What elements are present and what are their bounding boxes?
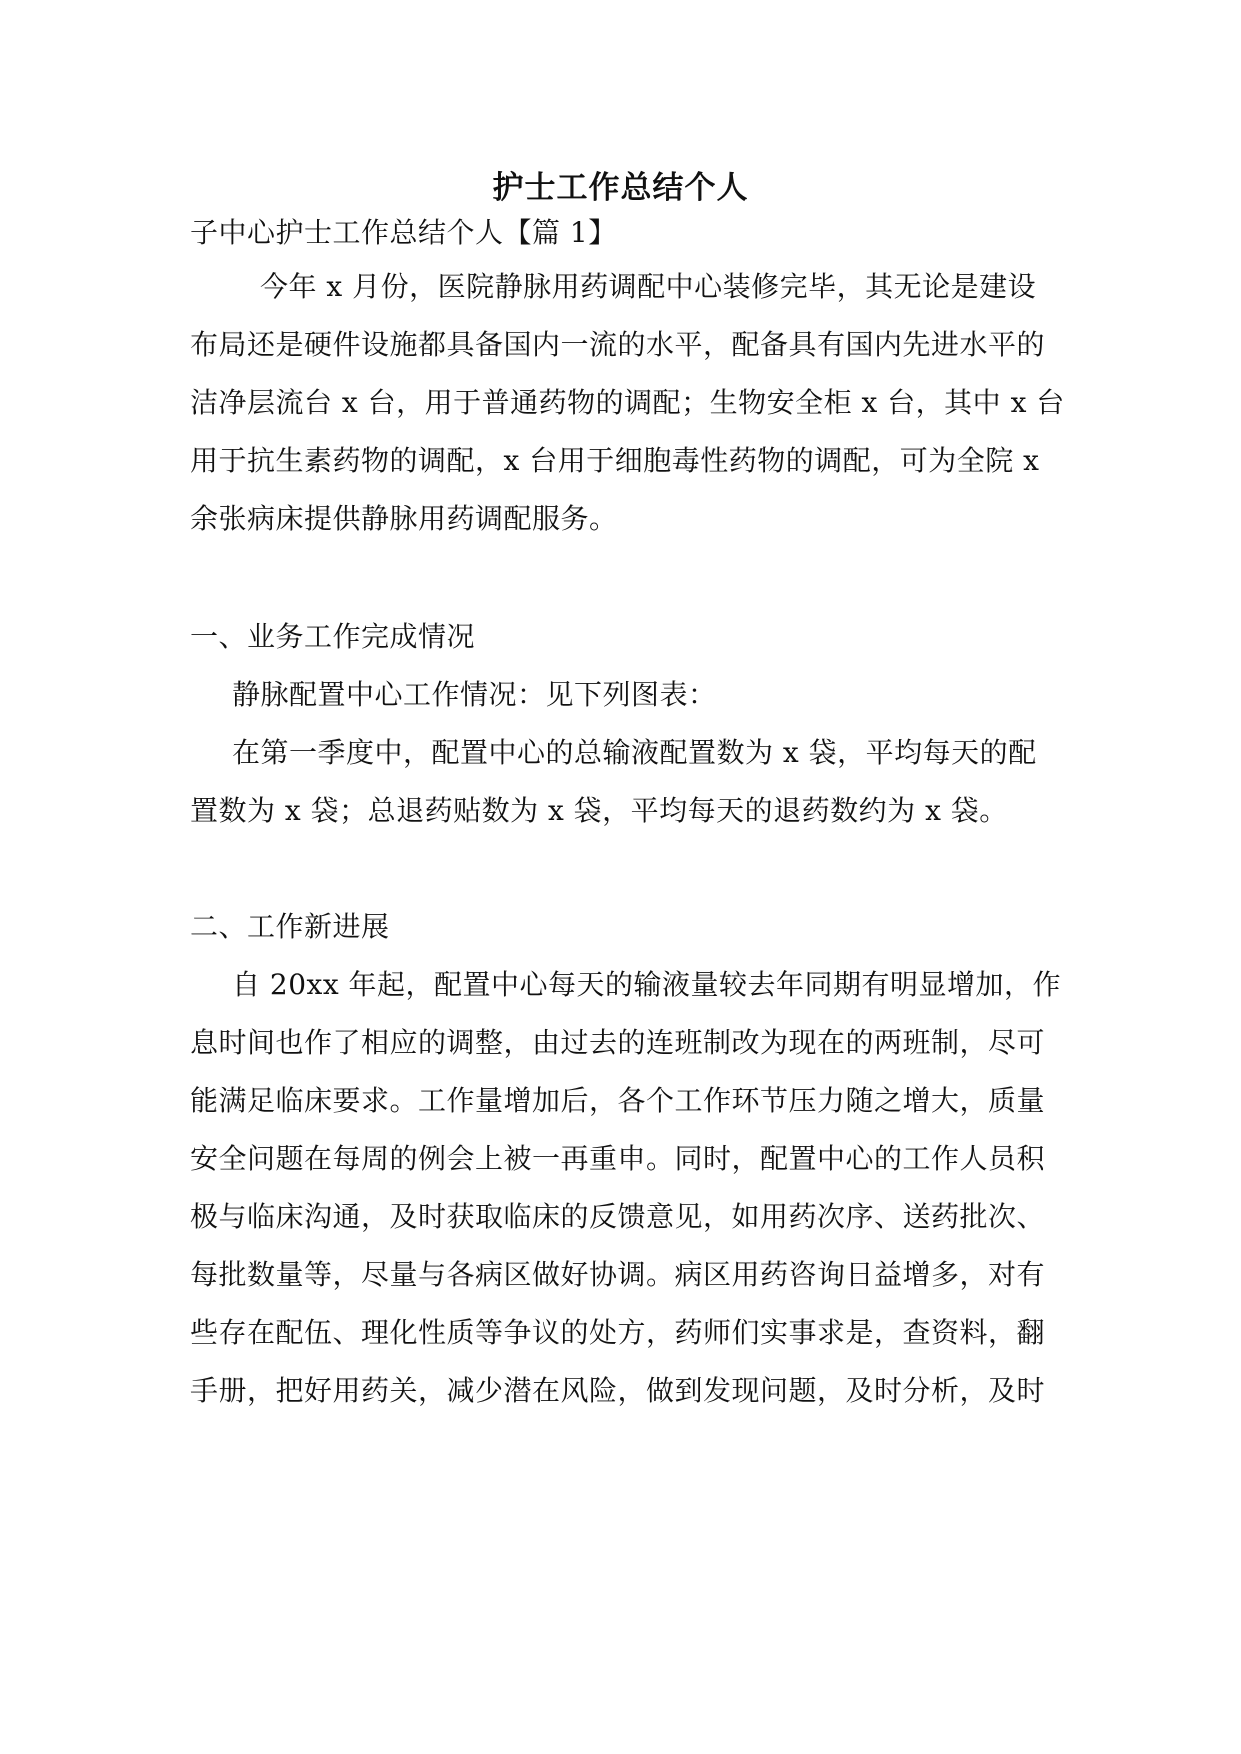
section2-line-6: 每批数量等，尽量与各病区做好协调。病区用药咨询日益增多，对有	[190, 1258, 1046, 1291]
section1-heading: 一、业务工作完成情况	[190, 620, 476, 653]
section1-line-3: 置数为 x 袋；总退药贴数为 x 袋，平均每天的退药数约为 x 袋。	[190, 794, 1008, 827]
section2-line-5: 极与临床沟通，及时获取临床的反馈意见，如用药次序、送药批次、	[190, 1200, 1046, 1233]
document-title: 护士工作总结个人	[492, 170, 749, 206]
section2-line-3: 能满足临床要求。工作量增加后，各个工作环节压力随之增大，质量	[190, 1084, 1046, 1117]
section1-line-2: 在第一季度中，配置中心的总输液配置数为 x 袋，平均每天的配	[232, 736, 1037, 769]
intro-line-2: 布局还是硬件设施都具备国内一流的水平，配备具有国内先进水平的	[190, 328, 1046, 361]
section2-line-1: 自 20xx 年起，配置中心每天的输液量较去年同期有明显增加，作	[232, 968, 1062, 1001]
section2-line-2: 息时间也作了相应的调整，由过去的连班制改为现在的两班制，尽可	[190, 1026, 1046, 1059]
intro-line-4: 用于抗生素药物的调配，x 台用于细胞毒性药物的调配，可为全院 x	[190, 444, 1040, 477]
section2-line-4: 安全问题在每周的例会上被一再重申。同时，配置中心的工作人员积	[190, 1142, 1046, 1175]
section1-line-1: 静脉配置中心工作情况：见下列图表：	[232, 678, 717, 711]
document-subtitle: 子中心护士工作总结个人【篇 1】	[190, 216, 617, 249]
section2-heading: 二、工作新进展	[190, 910, 390, 943]
section2-line-8: 手册，把好用药关，减少潜在风险，做到发现问题，及时分析，及时	[190, 1374, 1046, 1407]
intro-line-3: 洁净层流台 x 台，用于普通药物的调配；生物安全柜 x 台，其中 x 台	[190, 386, 1065, 419]
intro-line-1: 今年 x 月份，医院静脉用药调配中心装修完毕，其无论是建设	[260, 270, 1037, 303]
intro-line-5: 余张病床提供静脉用药调配服务。	[190, 502, 618, 535]
section2-line-7: 些存在配伍、理化性质等争议的处方，药师们实事求是，查资料，翻	[190, 1316, 1046, 1349]
